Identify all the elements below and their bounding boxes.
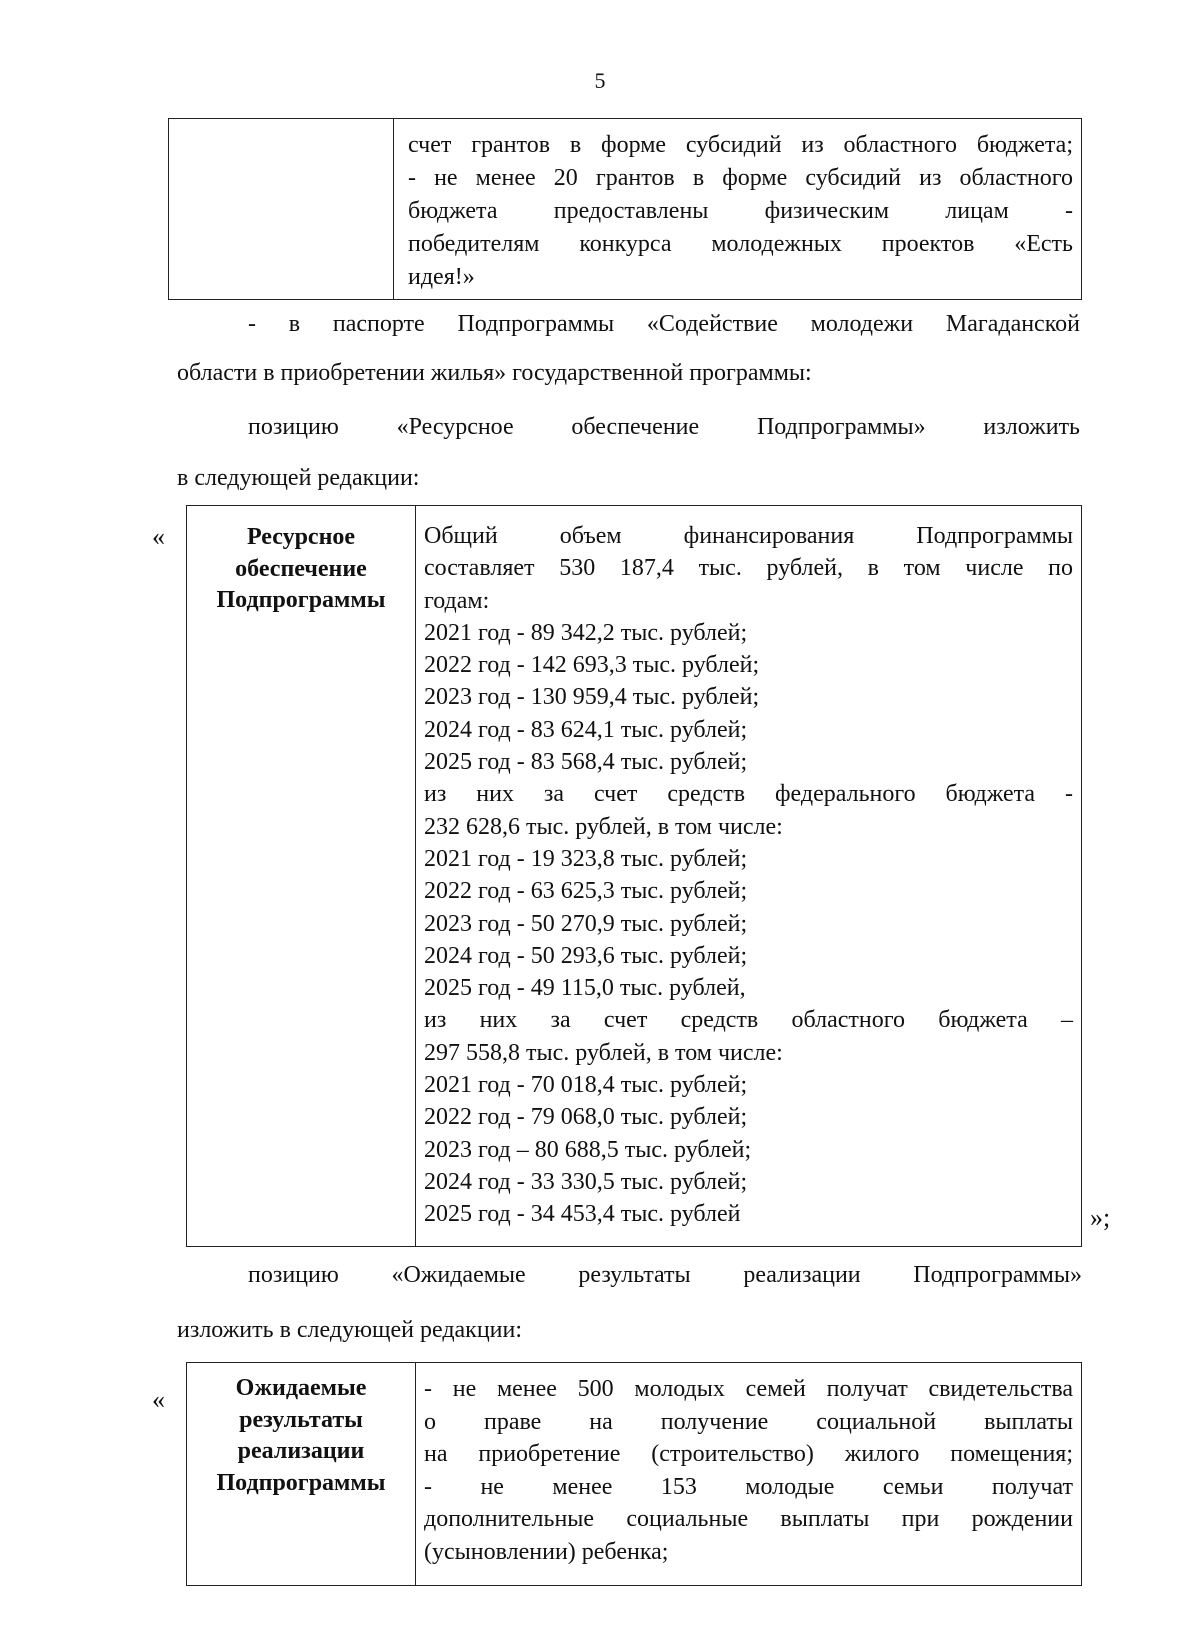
cell-line: 2022 год - 142 693,3 тыс. рублей; — [424, 652, 760, 679]
cell-line: 232 628,6 тыс. рублей, в том числе: — [424, 813, 783, 840]
table-continuation-right-cell — [394, 119, 1082, 300]
cell-line: счет грантов в форме субсидий из областного бюджета; — [408, 132, 1073, 158]
cell-line: 297 558,8 тыс. рублей, в том числе: — [424, 1039, 783, 1066]
opening-quote: « — [152, 1385, 165, 1414]
paragraph-line: позицию «Ожидаемые результаты реализации Подпрограммы» — [248, 1262, 1082, 1288]
cell-line: Общий объем финансирования Подпрограммы — [424, 523, 1073, 549]
page-number: 5 — [594, 68, 606, 93]
resources-label-cell — [187, 506, 416, 1247]
opening-quote: « — [152, 522, 165, 551]
label-line: Подпрограммы — [216, 587, 386, 613]
cell-line: на приобретение (строительство) жилого помещения; — [424, 1441, 1073, 1467]
results-content-cell — [416, 1363, 1082, 1586]
cell-line: 2024 год - 83 624,1 тыс. рублей; — [424, 716, 748, 743]
cell-line: 2024 год - 50 293,6 тыс. рублей; — [424, 942, 748, 969]
cell-line: (усыновлении) ребенка; — [424, 1538, 669, 1565]
cell-line: - не менее 20 грантов в форме субсидий из областного — [408, 165, 1073, 191]
label-line: Ожидаемые — [235, 1375, 367, 1401]
resources-content-cell — [416, 506, 1082, 1247]
table-results — [186, 1362, 1082, 1586]
table-resources — [186, 505, 1082, 1247]
paragraph-line: области в приобретении жилья» государственной программы: — [177, 360, 812, 386]
cell-line: годам: — [424, 587, 490, 614]
paragraph-line: изложить в следующей редакции: — [177, 1317, 523, 1343]
cell-line: - не менее 500 молодых семей получат свидетельства — [424, 1376, 1073, 1402]
table-continuation — [168, 118, 1082, 300]
cell-line: составляет 530 187,4 тыс. рублей, в том числе по — [424, 555, 1073, 582]
cell-line: дополнительные социальные выплаты при рождении — [424, 1506, 1073, 1532]
paragraph-line: позицию «Ресурсное обеспечение Подпрограммы» изложить — [248, 414, 1080, 440]
cell-line: 2022 год - 79 068,0 тыс. рублей; — [424, 1104, 748, 1131]
paragraph-line: - в паспорте Подпрограммы «Содействие молодежи Магаданской — [248, 311, 1080, 337]
label-line: результаты — [239, 1406, 363, 1433]
cell-line: бюджета предоставлены физическим лицам - — [408, 198, 1073, 224]
cell-line: 2023 год - 130 959,4 тыс. рублей; — [424, 684, 760, 711]
cell-line: 2021 год - 70 018,4 тыс. рублей; — [424, 1072, 748, 1099]
results-label-cell — [187, 1363, 416, 1586]
closing-quote: »; — [1090, 1203, 1111, 1232]
cell-line: - не менее 153 молодые семьи получат — [424, 1473, 1073, 1500]
label-line: обеспечение — [235, 555, 367, 582]
cell-line: 2021 год - 19 323,8 тыс. рублей; — [424, 845, 748, 872]
cell-line: 2022 год - 63 625,3 тыс. рублей; — [424, 878, 748, 905]
paragraph-line: в следующей редакции: — [177, 465, 420, 491]
cell-line: 2025 год - 34 453,4 тыс. рублей — [424, 1201, 741, 1228]
cell-line: 2025 год - 83 568,4 тыс. рублей; — [424, 749, 748, 776]
cell-line: 2023 год – 80 688,5 тыс. рублей; — [424, 1136, 752, 1163]
label-line: Ресурсное — [246, 524, 356, 550]
label-line: реализации — [237, 1438, 365, 1464]
cell-line: идея!» — [408, 264, 475, 290]
cell-line: 2024 год - 33 330,5 тыс. рублей; — [424, 1168, 748, 1195]
cell-line: из них за счет средств федерального бюджета - — [424, 781, 1073, 808]
label-line: Подпрограммы — [216, 1469, 386, 1496]
cell-line: из них за счет средств областного бюджета – — [424, 1007, 1073, 1034]
table-continuation-left-cell — [169, 119, 394, 300]
cell-line: 2025 год - 49 115,0 тыс. рублей, — [424, 975, 746, 1002]
cell-line: 2021 год - 89 342,2 тыс. рублей; — [424, 619, 748, 646]
cell-line: о праве на получение социальной выплаты — [424, 1408, 1073, 1435]
cell-line: 2023 год - 50 270,9 тыс. рублей; — [424, 910, 748, 937]
cell-line: победителям конкурса молодежных проектов «Есть — [408, 231, 1073, 257]
